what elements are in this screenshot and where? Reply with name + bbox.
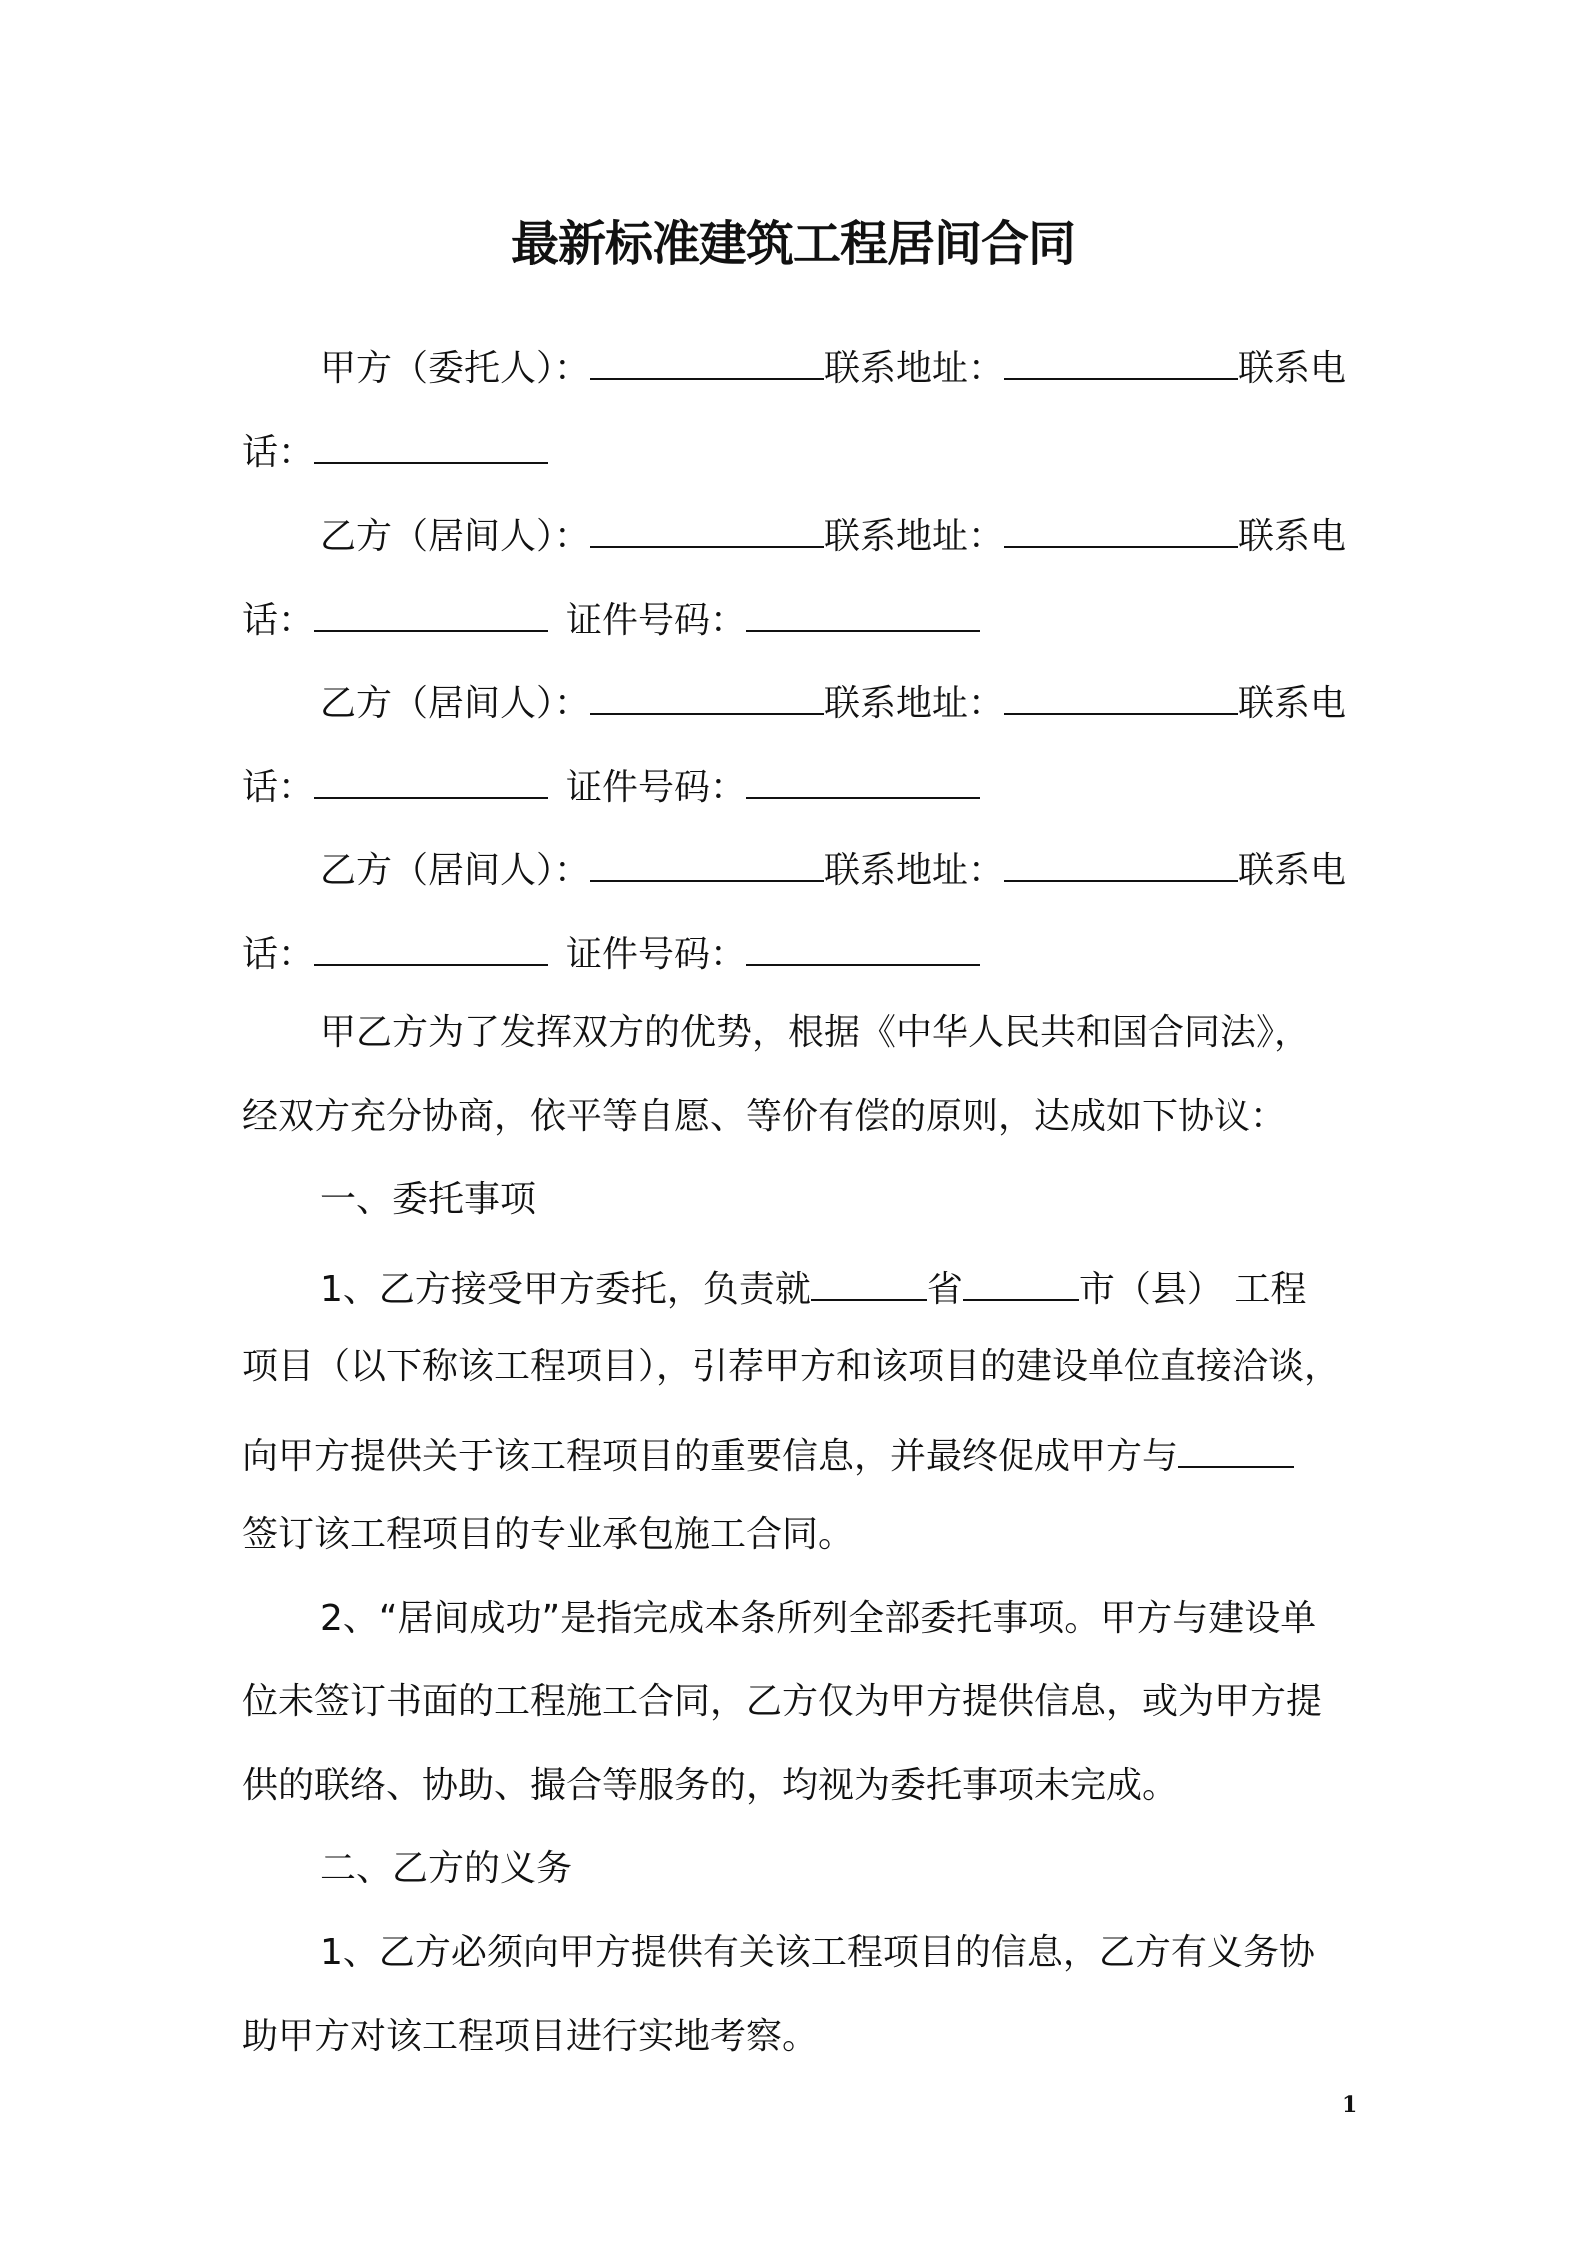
text: 省 [926, 1269, 963, 1310]
blank-field [1178, 1426, 1294, 1468]
party-a-line [320, 338, 1360, 394]
paragraph-line: 签订该工程项目的专业承包施工合同。 [242, 1514, 855, 1555]
blank-field [590, 506, 824, 548]
label: 证件号码： [566, 934, 747, 975]
label: 证件号码： [566, 767, 747, 808]
text: 市（县） 工程 [1078, 1269, 1307, 1310]
paragraph-line: 供的联络、协助、撮合等服务的，均视为委托事项未完成。 [242, 1765, 1179, 1806]
party-b1-phone-line [242, 590, 1362, 646]
party-b2-line [320, 673, 1360, 729]
label: 话： [242, 432, 315, 473]
blank-field [314, 924, 548, 966]
party-a-phone-line [242, 422, 1362, 478]
label: 乙方（居间人）： [320, 516, 591, 557]
blank-field [314, 757, 548, 799]
label: 证件号码： [566, 600, 747, 641]
label: 联系电 [1238, 683, 1347, 724]
blank-field [590, 840, 824, 882]
paragraph-line: 项目（以下称该工程项目），引荐甲方和该项目的建设单位直接洽谈， [242, 1346, 1341, 1387]
blank-field [1004, 840, 1238, 882]
label: 联系地址： [824, 516, 1005, 557]
paragraph-line: 1、乙方必须向甲方提供有关该工程项目的信息，乙方有义务协 [320, 1932, 1315, 1973]
blank-field [1004, 673, 1238, 715]
document-title: 最新标准建筑工程居间合同 [510, 216, 1075, 272]
blank-field [314, 422, 548, 464]
label: 乙方（居间人）： [320, 850, 591, 891]
section-heading: 一、委托事项 [320, 1179, 537, 1220]
label: 联系电 [1238, 516, 1347, 557]
label: 联系电 [1238, 850, 1347, 891]
label: 话： [242, 934, 315, 975]
page-number: 1 [1342, 2092, 1358, 2118]
label: 话： [242, 767, 315, 808]
blank-field [590, 338, 824, 380]
blank-field [811, 1259, 927, 1301]
blank-field [1004, 506, 1238, 548]
label: 甲方（委托人）： [320, 348, 591, 389]
label: 话： [242, 600, 315, 641]
paragraph-line: 助甲方对该工程项目进行实地考察。 [242, 2016, 819, 2057]
paragraph-line: 经双方充分协商，依平等自愿、等价有偿的原则，达成如下协议： [242, 1096, 1287, 1137]
label: 联系地址： [824, 683, 1005, 724]
blank-field [746, 590, 980, 632]
paragraph-line [242, 1426, 1362, 1482]
blank-field [746, 924, 980, 966]
paragraph-line: 位未签订书面的工程施工合同，乙方仅为甲方提供信息，或为甲方提 [242, 1681, 1323, 1722]
paragraph-line [320, 1259, 1360, 1315]
blank-field [314, 590, 548, 632]
blank-field [746, 757, 980, 799]
text: 向甲方提供关于该工程项目的重要信息，并最终促成甲方与 [242, 1436, 1179, 1477]
label: 联系地址： [824, 850, 1005, 891]
party-b3-line [320, 840, 1360, 896]
label: 联系电 [1238, 348, 1347, 389]
section-heading: 二、乙方的义务 [320, 1848, 573, 1889]
label: 乙方（居间人）： [320, 683, 591, 724]
blank-field [963, 1259, 1079, 1301]
blank-field [590, 673, 824, 715]
paragraph-line: 甲乙方为了发挥双方的优势，根据《中华人民共和国合同法》， [320, 1012, 1311, 1053]
party-b3-phone-line [242, 924, 1362, 980]
party-b1-line [320, 506, 1360, 562]
label: 联系地址： [824, 348, 1005, 389]
text: 1、乙方接受甲方委托，负责就 [320, 1269, 811, 1310]
party-b2-phone-line [242, 757, 1362, 813]
blank-field [1004, 338, 1238, 380]
paragraph-line: 2、“居间成功”是指完成本条所列全部委托事项。甲方与建设单 [320, 1598, 1317, 1639]
